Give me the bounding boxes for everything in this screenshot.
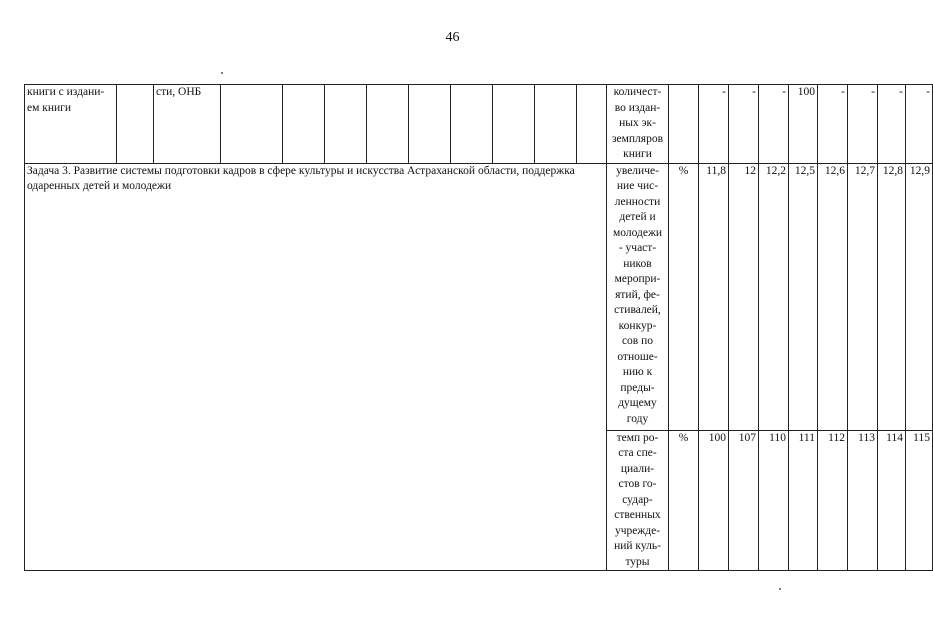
cell-task3-value1: 12,6 <box>818 163 848 430</box>
cell-task3-value2: 115 <box>906 430 933 571</box>
cell-book-col3: сти, ОНБ <box>154 85 221 164</box>
cell-book-value: - <box>759 85 789 164</box>
cell-task3-value2: 111 <box>789 430 818 571</box>
cell-task3-unit2: % <box>669 430 699 571</box>
cell-book-value: - <box>699 85 729 164</box>
cell-task3-indicator1: увеличе- ние чис- ленности детей и молодежи - участ- ников меропри- ятий, фе- стивалей, конкур- сов по отноше- нию к преды- дущему году <box>607 163 669 430</box>
cell-task3-value2: 110 <box>759 430 789 571</box>
cell-empty <box>221 85 283 164</box>
cell-task3-indicator2: темп ро- ста спе- циали- стов го- судар- ственных учрежде- ний куль- туры <box>607 430 669 571</box>
cell-task3-unit1: % <box>669 163 699 430</box>
cell-task3-value2: 107 <box>729 430 759 571</box>
cell-task3-value1: 12,5 <box>789 163 818 430</box>
cell-book-value: - <box>878 85 906 164</box>
cell-book-indicator: количест- во издан- ных эк- земпляров книги <box>607 85 669 164</box>
cell-task3-value1: 11,8 <box>699 163 729 430</box>
cell-book-value: - <box>906 85 933 164</box>
cell-empty <box>493 85 535 164</box>
cell-task3-value1: 12,2 <box>759 163 789 430</box>
cell-task3-value1: 12,8 <box>878 163 906 430</box>
cell-task3-value1: 12 <box>729 163 759 430</box>
cell-book-value: 100 <box>789 85 818 164</box>
cell-empty <box>409 85 451 164</box>
cell-empty <box>283 85 325 164</box>
cell-task3-value2: 113 <box>848 430 878 571</box>
table-row-task3-indicator1 <box>25 163 933 430</box>
scan-speck <box>779 588 781 590</box>
cell-task3-value1: 12,7 <box>848 163 878 430</box>
task3-title: Задача 3. Развитие системы подготовки кадров в сфере культуры и искусства Астраханской области, поддержка одаренных детей и молодежи <box>25 163 607 571</box>
cell-task3-value2: 100 <box>699 430 729 571</box>
cell-book-value: - <box>818 85 848 164</box>
cell-book-unit <box>669 85 699 164</box>
cell-empty <box>117 85 154 164</box>
table-row-book <box>25 85 933 164</box>
cell-task3-value2: 112 <box>818 430 848 571</box>
cell-task3-value2: 114 <box>878 430 906 571</box>
indicators-table <box>24 84 933 571</box>
cell-book-col1: книги с издани- ем книги <box>25 85 117 164</box>
cell-book-value: - <box>848 85 878 164</box>
cell-book-value: - <box>729 85 759 164</box>
cell-empty <box>367 85 409 164</box>
scan-speck <box>221 72 223 74</box>
cell-task3-value1: 12,9 <box>906 163 933 430</box>
cell-empty <box>451 85 493 164</box>
cell-empty <box>577 85 607 164</box>
cell-empty <box>325 85 367 164</box>
page-number: 46 <box>445 30 460 45</box>
cell-empty <box>535 85 577 164</box>
